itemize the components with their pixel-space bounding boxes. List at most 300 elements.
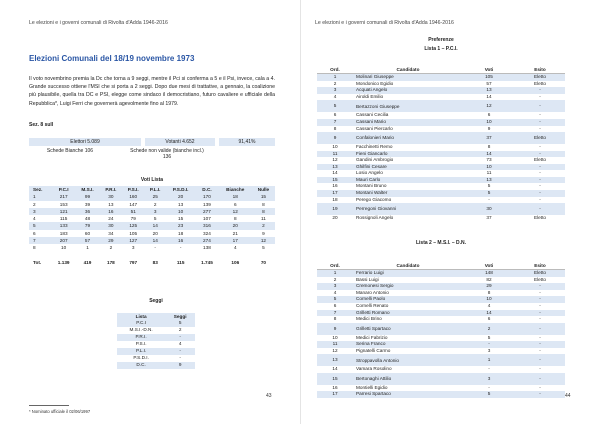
table-cell: 277 [195, 208, 218, 215]
table-cell: Cornelli Renato [356, 303, 389, 309]
table-cell: - [515, 373, 565, 385]
table-cell: 10 [61, 245, 67, 251]
table-cell: Serina Franco [353, 341, 463, 348]
table-cell: - [515, 203, 565, 215]
table-cell: Vamara Rosolino [356, 366, 392, 372]
column-header: Nulle [252, 186, 275, 193]
votanti-value: Votanti 4.652 [165, 139, 195, 145]
table-cell: 7 [29, 237, 52, 244]
table-cell: 8 [487, 144, 491, 150]
table-cell: Perregoni Giovanni [353, 203, 463, 215]
table-cell: 8 [333, 125, 337, 131]
table-cell: Cremonesi Sergio [353, 283, 463, 290]
table-cell: 9 [165, 362, 195, 369]
table-cell: 34 [108, 230, 114, 236]
column-header: P.C.I [52, 186, 75, 193]
footnote-rule [29, 405, 69, 406]
footnote: * Nominato ufficiale il 02/06/1997 [29, 409, 91, 414]
table-cell: 4 [233, 245, 237, 251]
table-cell: 316 [195, 222, 218, 229]
table-cell: 5 [317, 296, 353, 303]
column-header: Candidato [353, 66, 463, 74]
section-label: Sez. 8 sull [29, 122, 54, 128]
table-cell: - [488, 196, 490, 202]
table-cell: - [488, 366, 490, 372]
table-cell: 1 [29, 193, 52, 200]
table-cell: 14 [486, 93, 492, 99]
table-cell: 16 [332, 384, 338, 390]
table-cell: 13 [317, 354, 353, 366]
table-cell: 8 [262, 201, 265, 207]
table-cell: 105 [129, 230, 138, 236]
table-cell: 5 [487, 334, 491, 340]
table-cell: 17 [317, 391, 353, 398]
table-cell: Stroppavolla Antonio [353, 354, 463, 366]
table-cell: Airoldi Emilio [356, 93, 384, 99]
table-cell: - [539, 144, 541, 150]
table-cell: 1 [317, 270, 353, 277]
column-header: Voti [463, 262, 515, 270]
table-cell: 1 [463, 354, 515, 366]
table-cell: 29 [463, 283, 515, 290]
schede-bianche-box [29, 147, 111, 155]
table-cell: 121 [52, 208, 75, 215]
table-cell: 9 [487, 125, 491, 131]
table-cell: 6 [333, 303, 337, 309]
table-cell: 10 [332, 144, 338, 150]
table-cell: 1.745 [201, 259, 213, 265]
table-cell: 2 [109, 245, 113, 251]
table-row [117, 320, 195, 327]
table-cell: Cornelli Paolo [353, 296, 463, 303]
column-header: Lista [117, 313, 165, 320]
table-cell: 160 [122, 193, 144, 200]
table-cell: 148 [463, 270, 515, 277]
table-cell: - [515, 341, 565, 348]
table-cell: - [515, 119, 565, 126]
table-cell: Eletto [534, 157, 546, 163]
table-row [317, 215, 565, 222]
table-cell: 83 [152, 259, 158, 265]
table-cell: 16 [166, 237, 195, 244]
table-cell: 5 [262, 245, 265, 251]
table-cell: - [539, 112, 541, 118]
table-cell: Acquati Angelo [353, 87, 463, 94]
table-cell: - [539, 196, 541, 202]
table-cell: 6 [487, 112, 491, 118]
table-cell: 10 [463, 119, 515, 126]
votanti-box [145, 138, 215, 146]
table-row [29, 215, 275, 222]
table-cell: - [539, 170, 541, 176]
table-cell: Eletto [534, 276, 546, 282]
table-cell: - [515, 391, 565, 398]
table-cell: - [539, 93, 541, 99]
table-cell: 39 [84, 201, 91, 207]
table-cell: 11 [317, 341, 353, 348]
table-cell: 3 [317, 87, 353, 94]
table-cell: 4 [178, 341, 182, 347]
table-cell: 37 [486, 215, 492, 221]
table-cell: 1.139 [57, 259, 70, 265]
table-cell: 60 [84, 230, 91, 236]
table-cell: 30 [100, 193, 123, 200]
table-cell: 25 [144, 193, 166, 200]
table-cell: 18 [178, 230, 184, 236]
table-cell: 115 [59, 216, 68, 222]
elettori-box [29, 138, 141, 146]
table-cell: Grilletti Romano [353, 310, 463, 317]
table-cell: 48 [84, 216, 91, 222]
column-header: Esito [515, 262, 565, 270]
table-cell: Bassi Luigi [356, 276, 379, 282]
table-cell: 15 [317, 177, 353, 184]
table-cell: 13 [108, 201, 114, 207]
running-header: Le elezioni e i governi comunali di Rivolta d'Adda 1946-2016 [315, 20, 454, 26]
table-cell: 29 [100, 237, 123, 244]
table-cell: 5 [463, 391, 515, 398]
list2-title: Lista 2 – M.S.I. – D.N. [415, 240, 466, 246]
table-cell: Montielli Egidio [356, 384, 388, 390]
right-page [300, 0, 600, 424]
table-cell: 10 [463, 296, 515, 303]
table-cell: Mauri Carlo [353, 177, 463, 184]
table-cell: 5 [29, 222, 52, 229]
table-row [117, 348, 195, 355]
table-cell: Ferrario Luigi [353, 270, 463, 277]
table-cell: P.S.D.I. [133, 354, 149, 360]
table-row [317, 203, 565, 215]
table-row [117, 334, 195, 341]
table-row [317, 391, 565, 398]
table-cell: P.C.I [117, 320, 165, 327]
table-cell: M.S.I.-D.N. [129, 327, 153, 333]
table-cell: 133 [52, 222, 75, 229]
table-cell: 14 [144, 222, 166, 229]
table-cell: Confalonieri Mario [353, 132, 463, 144]
table-cell: 24 [108, 216, 114, 222]
table-cell: 106 [231, 259, 240, 265]
table-cell: 147 [129, 201, 138, 207]
table-cell: - [179, 245, 182, 251]
table-cell: Parresi Spartaco [353, 391, 463, 398]
table-cell: 2 [333, 80, 337, 86]
table-cell: - [539, 366, 541, 372]
table-cell: 37 [463, 132, 515, 144]
table-cell: 11 [486, 170, 492, 176]
table-cell: - [515, 296, 565, 303]
table-cell: Pignatelli Carmo [356, 347, 391, 353]
column-header: Voti [463, 66, 515, 74]
table-cell: Eletto [515, 132, 565, 144]
table-row [29, 237, 275, 244]
table-cell: 14 [332, 170, 338, 176]
table-cell [29, 252, 52, 259]
table-cell: 8 [333, 316, 337, 322]
table-cell: 99 [75, 193, 99, 200]
table-cell: 12 [252, 237, 275, 244]
table-cell: 17 [317, 190, 353, 197]
table-cell: 4 [487, 303, 491, 309]
table-cell: 9 [317, 132, 353, 144]
table-cell: 5 [317, 100, 353, 112]
table-cell: Eletto [515, 270, 565, 277]
seggi-title: Seggi [149, 298, 163, 304]
list2-candidates-table [317, 262, 565, 398]
table-cell: - [515, 87, 565, 94]
table-cell: - [515, 177, 565, 184]
table-cell: 20 [219, 222, 252, 229]
table-cell: - [165, 334, 195, 341]
table-cell: - [539, 316, 541, 322]
table-row [317, 373, 565, 385]
table-cell: 105 [463, 74, 515, 81]
table-cell: - [539, 183, 541, 189]
column-header: D.C. [195, 186, 218, 193]
table-cell: 6 [33, 230, 36, 236]
table-cell: 17 [219, 237, 252, 244]
table-cell: 16 [332, 183, 338, 189]
table-cell: 2 [252, 222, 275, 229]
table-cell: 2 [463, 323, 515, 335]
table-cell: - [539, 125, 541, 131]
table-cell: Grilletti Spartaco [353, 323, 463, 335]
table-row [317, 270, 565, 277]
table-cell: 274 [195, 237, 218, 244]
table-cell: 70 [260, 259, 267, 265]
table-cell: 5 [153, 216, 157, 222]
table-cell: 6 [487, 316, 491, 322]
list1-title: Lista 1 – P.C.I. [424, 46, 458, 52]
table-row [29, 193, 275, 200]
table-cell: 36 [75, 208, 99, 215]
table-cell: 12 [332, 157, 338, 163]
page-number: 44 [565, 393, 571, 399]
table-cell: 14 [463, 310, 515, 317]
column-header: P.S.I. [122, 186, 144, 193]
table-cell: Molinari Giuseppe [353, 74, 463, 81]
table-cell: - [539, 384, 541, 390]
table-cell: 3 [463, 373, 515, 385]
column-header: Bianche [219, 186, 252, 193]
table-cell: 73 [486, 157, 492, 163]
table-row [29, 244, 275, 251]
table-cell: 3 [29, 208, 52, 215]
table-cell: 13 [463, 177, 515, 184]
table-cell: 797 [129, 259, 138, 265]
schede-nonvalide-box [113, 147, 221, 161]
table-cell: - [539, 289, 541, 295]
table-cell: 14 [332, 366, 338, 372]
table-cell: 2 [153, 201, 157, 207]
table-cell: 6 [233, 201, 237, 207]
table-cell: 6 [333, 112, 337, 118]
table-cell: 18 [219, 193, 252, 200]
table-cell: 2 [33, 201, 36, 207]
table-cell: 5 [165, 320, 195, 327]
table-cell: 30 [100, 222, 123, 229]
table-cell: 15 [178, 216, 184, 222]
table-cell: 139 [203, 201, 211, 207]
table-cell: Bertonaghi Attilio [353, 373, 463, 385]
table-cell: 13 [463, 87, 515, 94]
table-cell: 23 [166, 222, 195, 229]
table-cell: - [539, 347, 541, 353]
table-cell: 115 [176, 259, 185, 265]
column-header: Candidato [353, 262, 463, 270]
column-header: P.L.I. [144, 186, 166, 193]
table-row [117, 362, 195, 369]
column-header: P.R.I. [100, 186, 123, 193]
table-cell: 13 [178, 201, 184, 207]
table-cell: - [515, 323, 565, 335]
table-cell: 153 [59, 201, 68, 207]
table-cell: Cassani Mario [353, 119, 463, 126]
column-header: Sez. [29, 186, 52, 193]
table-cell: 170 [195, 193, 218, 200]
table-cell: - [165, 348, 195, 355]
table-cell: Tot. [33, 259, 42, 265]
table-cell: 8 [233, 216, 237, 222]
column-header: Esito [515, 66, 565, 74]
table-cell: Losio Angelo [356, 170, 383, 176]
table-cell: - [515, 151, 565, 158]
table-cell: 183 [59, 230, 68, 236]
table-cell: 12 [332, 347, 338, 353]
table-cell: P.R.I. [117, 334, 165, 341]
table-cell: Rossignoli Angelo [356, 215, 394, 221]
table-cell: 30 [463, 203, 515, 215]
table-row [317, 323, 565, 335]
table-cell: 8 [252, 208, 275, 215]
column-header: Ord. [317, 66, 353, 74]
table-row [317, 132, 565, 144]
voti-lista-table [29, 186, 275, 266]
table-cell: - [515, 283, 565, 290]
running-header: Le elezioni e i governi comunali di Rivolta d'Adda 1946-2016 [29, 20, 168, 26]
table-row [117, 355, 195, 362]
table-row [117, 341, 195, 348]
table-cell: Eletto [515, 74, 565, 81]
table-cell: 324 [203, 230, 211, 236]
table-cell: 12 [219, 208, 252, 215]
table-cell: - [463, 341, 515, 348]
table-cell: 8 [487, 289, 491, 295]
total-row [29, 259, 275, 266]
table-cell: Medici Fabrizio [356, 334, 388, 340]
page-title: Elezioni Comunali del 18/19 novembre 1973 [29, 54, 195, 63]
table-cell: 207 [52, 237, 75, 244]
preferenze-title: Preferenze [428, 37, 454, 43]
table-cell: 51 [122, 208, 144, 215]
table-cell: 2 [333, 276, 337, 282]
table-cell: 4 [333, 93, 337, 99]
table-cell: 21 [232, 230, 238, 236]
intro-paragraph: Il voto novembrino premia la Dc che torna a 9 seggi, mentre il Pci si conferma a 5 e il Psi, invece, cala a 4. Grande successo ottiene l'MSI che si porta a 2 seggi. Dopo due mesi di trattative, a gennaio, la coalizione più plausibile, quella tra DC e PSI, elegge come sindaco il democristiano, futuro cavaliere e ufficiale della Repubblica*, Luigi Ferri che governerà agevolmente fino al 1979. [29, 76, 275, 107]
table-cell: - [515, 310, 565, 317]
column-header: Seggi [165, 313, 195, 320]
list1-candidates-table [317, 66, 565, 222]
table-cell: Eletto [534, 215, 546, 221]
table-cell: 5 [463, 190, 515, 197]
table-cell: 20 [332, 215, 338, 221]
table-cell: 11 [260, 216, 266, 222]
voti-lista-title: Voti Lista [140, 177, 164, 183]
schede-nonvalide-value: 136 [162, 154, 172, 160]
page-number: 43 [266, 393, 272, 399]
table-row [317, 74, 565, 81]
table-cell: 419 [83, 259, 92, 265]
table-cell: Medici Brino [356, 316, 382, 322]
table-cell: 15 [252, 193, 275, 200]
table-cell: 4 [333, 289, 337, 295]
table-cell: 7 [317, 119, 353, 126]
table-cell: Montani Walter [353, 190, 463, 197]
table-cell: 16 [100, 208, 123, 215]
table-cell: 18 [332, 196, 338, 202]
table-cell: 217 [52, 193, 75, 200]
table-cell: - [179, 354, 181, 360]
table-cell: Mondonico Egidio [356, 80, 394, 86]
table-cell: 178 [106, 259, 115, 265]
table-cell: - [515, 100, 565, 112]
table-cell: 125 [122, 222, 144, 229]
table-row [29, 208, 275, 215]
table-cell: 8 [33, 245, 36, 251]
table-cell: 5 [487, 183, 491, 189]
table-cell: 3 [487, 347, 491, 353]
table-cell: 13 [317, 164, 353, 171]
table-row [29, 201, 275, 208]
table-row [117, 327, 195, 334]
table-cell: 14 [463, 151, 515, 158]
table-cell: D.C. [117, 362, 165, 369]
table-cell: - [515, 190, 565, 197]
table-row [29, 222, 275, 229]
table-cell: 79 [130, 216, 136, 222]
table-cell: 14 [144, 237, 166, 244]
table-cell: 9 [262, 230, 265, 236]
table-cell: - [154, 245, 156, 251]
table-cell: Perego Giacomo [356, 196, 392, 202]
table-cell: Montani Bruno [356, 183, 387, 189]
table-cell: Facchinetti Remo [356, 144, 393, 150]
table-cell: 57 [486, 80, 492, 86]
table-cell: - [515, 164, 565, 171]
table-cell: 9 [317, 323, 353, 335]
table-cell: Cassani Piercarlo [356, 125, 393, 131]
spacer-row [29, 252, 275, 259]
table-row [317, 100, 565, 112]
column-header: P.S.D.I. [166, 186, 195, 193]
table-cell: 10 [463, 164, 515, 171]
table-cell: 3 [131, 245, 135, 251]
table-cell: 7 [317, 310, 353, 317]
table-cell: 138 [203, 245, 211, 251]
table-cell: - [539, 303, 541, 309]
table-cell: 127 [122, 237, 144, 244]
table-cell: 4 [33, 216, 36, 222]
table-cell: 20 [166, 193, 195, 200]
table-cell: Eletto [534, 80, 546, 86]
table-cell: 11 [317, 151, 353, 158]
table-cell: 19 [317, 203, 353, 215]
schede-nonvalide-label: Schede non valide (bianche incl.) [130, 148, 204, 154]
table-cell: P.L.I. [117, 348, 165, 355]
table-cell: Manaro Antonio [356, 289, 389, 295]
table-row [317, 354, 565, 366]
table-cell: 10 [332, 334, 338, 340]
